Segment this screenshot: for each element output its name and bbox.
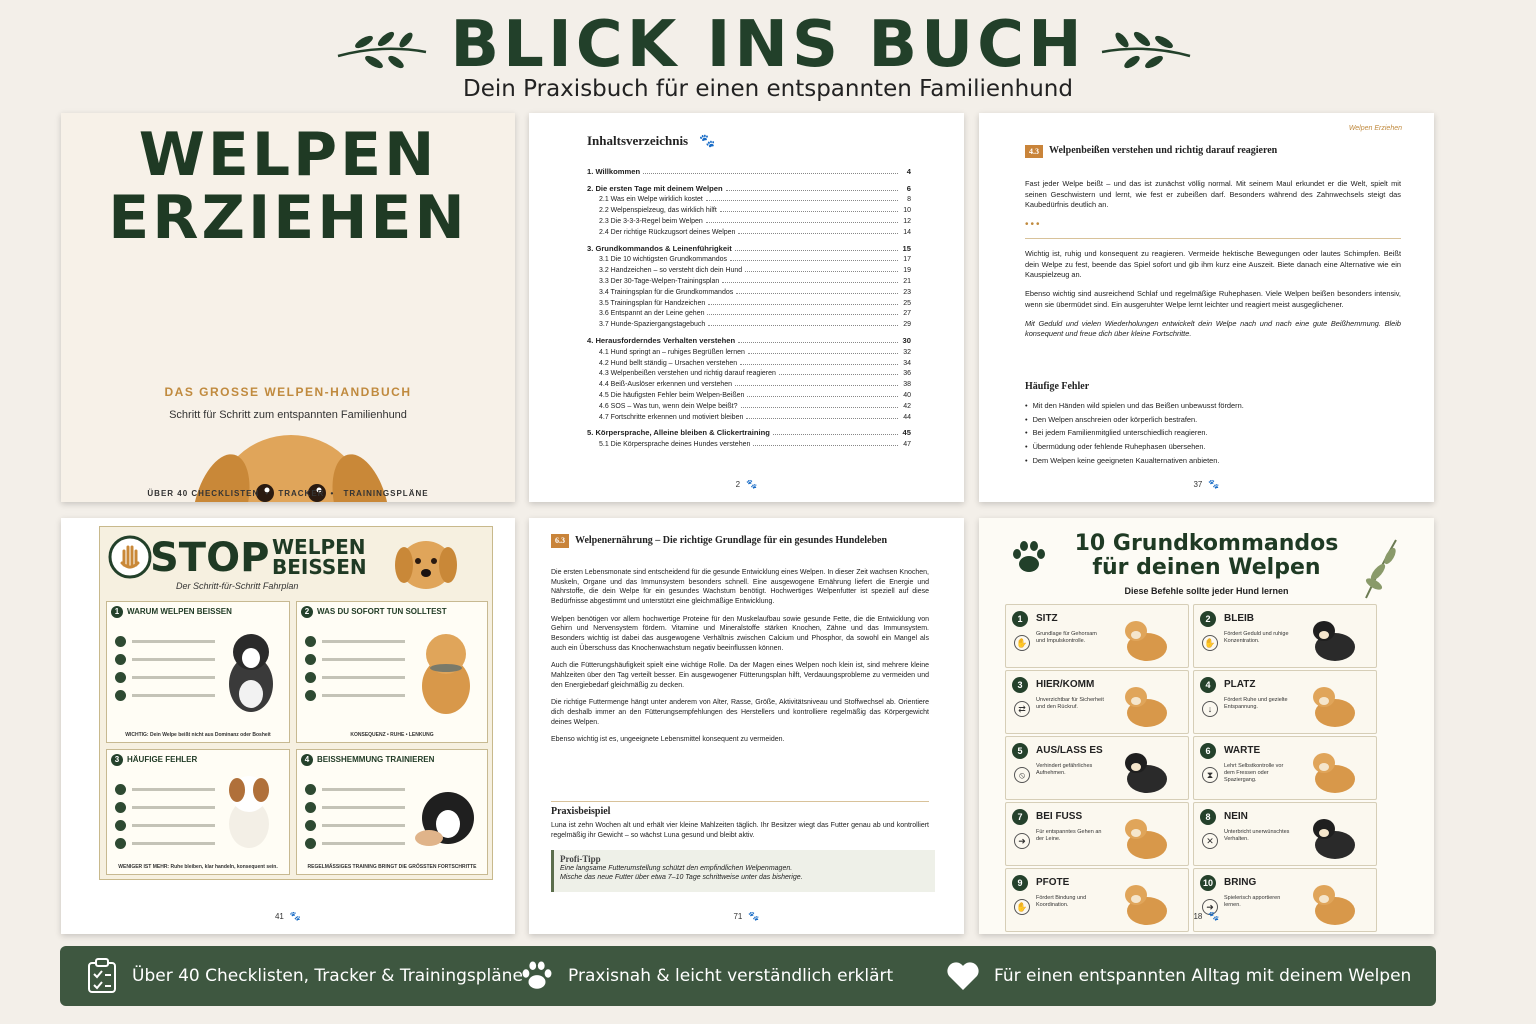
toc-entry-page: 4: [906, 166, 911, 176]
toc-entry-title: 4.7 Fortschritte erkennen und motiviert bleiben: [599, 413, 744, 421]
puppy-image: [219, 624, 283, 714]
commands-subtitle: Diese Befehle sollte jeder Hund lernen: [1124, 586, 1289, 596]
command-desc: Grundlage für Gehorsam und Impulskontrolle.: [1036, 631, 1097, 644]
command-label: NEIN: [1224, 811, 1248, 822]
toc-entry-title: 4. Herausforderndes Verhalten verstehen: [587, 335, 736, 345]
puppy-image: [1112, 677, 1182, 729]
toc-entry-page: 10: [903, 207, 911, 215]
command-icon: ✋: [1014, 899, 1030, 915]
toc-entry: [587, 253, 911, 264]
puppy-image: [1112, 743, 1182, 795]
command-desc: Lehrt Selbstkontrolle vor dem Fressen oder Spaziergang.: [1224, 763, 1284, 783]
toc-entry: [587, 193, 911, 204]
toc-entry-page: 8: [907, 196, 911, 204]
divider-rule: [1025, 238, 1401, 239]
toc-entry: [587, 214, 911, 225]
section-heading: [1025, 145, 1405, 158]
puppy-image: [1112, 809, 1182, 861]
toc-entry: [587, 203, 911, 214]
page-subtitle: Dein Praxisbuch für einen entspannten Familienhund: [463, 76, 1073, 102]
paw-icon: 🐾: [1208, 911, 1220, 921]
command-card: [1005, 868, 1189, 932]
feature-checklists: [86, 946, 523, 1006]
toc-entry: [587, 225, 911, 236]
cover-subtitle: Schritt für Schritt zum entspannten Familienhund: [169, 409, 407, 421]
card-number: 3: [111, 754, 123, 766]
command-card: [1193, 736, 1377, 800]
command-icon: ➜: [1014, 833, 1030, 849]
command-card: [1193, 868, 1377, 932]
command-card: [1005, 670, 1189, 734]
card-title: WARUM WELPEN BEISSEN: [127, 607, 232, 616]
toc-entry: [587, 274, 911, 285]
toc-entry-page: 44: [903, 413, 911, 421]
stop-hand-icon: [108, 535, 152, 579]
feature-bar: [60, 946, 1436, 1006]
puppy-image: [411, 624, 481, 718]
toc-entry-title: 4.4 Beiß-Auslöser erkennen und verstehen: [599, 381, 733, 389]
toc-entry-page: 38: [903, 381, 911, 389]
toc-entry: [587, 388, 911, 399]
tip-text: Eine langsame Futterumstellung schützt den empfindlichen Welpenmagen.: [560, 865, 793, 872]
command-desc: Für entspanntes Gehen an der Leine.: [1036, 829, 1102, 842]
toc-entry: [587, 356, 911, 367]
list-item: • Mit den Händen wild spielen und das Beißen unbewusst fördern.: [1025, 399, 1405, 413]
heart-icon: [946, 961, 980, 991]
puppy-image: [1300, 743, 1370, 795]
toc-entry-title: 4.2 Hund bellt ständig – Ursachen verstehen: [599, 359, 738, 367]
toc-entry: [587, 182, 911, 193]
toc-entry-title: 4.1 Hund springt an – ruhiges Begrüßen lernen: [599, 348, 745, 356]
cover-title-line1: WELPEN: [138, 120, 438, 190]
command-card: [1005, 736, 1189, 800]
command-label: AUS/LASS ES: [1036, 745, 1103, 756]
toc-entry: [587, 242, 911, 253]
toc-entry-page: 19: [903, 267, 911, 275]
toc-entry-page: 36: [903, 370, 911, 378]
bullet-list: [1025, 399, 1405, 467]
cover-feature: TRAININGSPLÄNE: [343, 489, 429, 498]
paragraph: Ebenso wichtig sind ausreichend Schlaf und regelmäßige Ruhephasen. Viele Welpen beißen besonders intensiv, wenn sie übermüdet sind. Ein ausgeruhter Welpe lernt leichter und reagiert meist ausgeglichener.: [1025, 289, 1401, 309]
checklist-icon: [86, 958, 118, 994]
paragraph: Welpen benötigen vor allem hochwertige Proteine für den Muskelaufbau sowie gesunde Fette, die die Entwicklung von Gehirn und Nervensystem fördern. Vitamine und Mineralstoffe stärken Knochen, Zähne und das Immunsystem. Besonders wichtig ist dabei das ausgewogene Verhältnis zwischen Calcium und Phosphor, da sowohl ein Mangel als auch ein Überschuss das Knochenwachstum negativ beeinflussen können.: [551, 615, 929, 652]
toc-entry: [587, 345, 911, 356]
command-desc: Unverzichtbar für Sicherheit und den Rückruf.: [1036, 697, 1104, 710]
cover-tagline: DAS GROSSE WELPEN-HANDBUCH: [164, 385, 412, 399]
puppy-image: [219, 768, 279, 852]
paragraph: Auch die Fütterungshäufigkeit spielt eine wichtige Rolle. Da der Magen eines Welpen noch klein ist, sind mehrere kleine Mahlzeiten über den Tag verteilt besser. Ein ausgewogener Fütterungsplan hilft, Verdauungsprobleme zu vermeiden und den Energiebedarf gleichmäßig zu decken.: [551, 662, 929, 689]
toc-entry-title: 3.6 Entspannt an der Leine gehen: [599, 310, 705, 318]
toc-list: [587, 159, 911, 448]
body-text: [1025, 179, 1401, 219]
command-icon: ✋: [1202, 635, 1218, 651]
paragraph: Die ersten Lebensmonate sind entscheidend für die gesunde Entwicklung eines Welpen. In dieser Zeit wachsen Knochen, Muskeln, Organe und das Immunsystem besonders schnell. Eine ausgewogene Ernährung liefert die Energie und Nährstoffe, die dein Welpe für ein gesundes Wachstum benötigt. Hochwertiges Welpenfutter ist speziell auf diese Bedürfnisse abgestimmt und unterstützt eine gleichmäßige Entwicklung.: [551, 569, 929, 605]
tip-box: [551, 850, 935, 892]
cover-features: ÜBER 40 CHECKLISTEN • TRACKER • TRAININGSPLÄNE: [147, 489, 429, 498]
list-item: • Übermüdung oder fehlende Ruhephasen übersehen.: [1025, 440, 1405, 454]
paragraph: Luna ist zehn Wochen alt und erhält vier kleine Mahlzeiten täglich. Ihr Besitzer wiegt das Futter genau ab und kontrolliert regelmäßig ihr Gewicht – so wächst Luna gesund und bleibt aktiv.: [551, 822, 929, 839]
command-card: [1193, 670, 1377, 734]
toc-entry: [587, 334, 911, 345]
command-card: [1005, 604, 1189, 668]
command-icon: ✋: [1014, 635, 1030, 651]
toc-entry-title: 3.2 Handzeichen – so versteht dich dein Hund: [599, 267, 743, 275]
paragraph: Fast jeder Welpe beißt – und das ist zunächst völlig normal. Mit seinem Maul erkundet er die Welt, spielt mit seinen Geschwistern und lernt, wie fest er zubeißen darf. Besonders während des Zahnwechsels steigt das Kaubedürfnis deutlich an.: [1025, 179, 1401, 210]
toc-title: Inhaltsverzeichnis 🐾: [587, 133, 716, 148]
stop-title: WELPEN BEISSEN: [272, 535, 367, 579]
puppy-image: [1300, 611, 1370, 663]
paw-icon: 🐾: [746, 479, 758, 489]
toc-entry-title: 4.3 Welpenbeißen verstehen und richtig darauf reagieren: [599, 370, 776, 378]
command-number: 4: [1200, 677, 1216, 693]
paw-icon: 🐾: [748, 911, 760, 921]
page-71: [529, 518, 964, 934]
toc-entry: [587, 377, 911, 388]
card-lines: [305, 632, 405, 704]
toc-entry-page: 6: [906, 183, 911, 193]
card-footer: KONSEQUENZ • RUHE • LENKUNG: [350, 732, 434, 738]
branch-right-icon: [1098, 26, 1194, 74]
toc-entry-title: 4.5 Die häufigsten Fehler beim Welpen-Beißen: [599, 391, 745, 399]
page-number: 2 🐾: [735, 479, 758, 489]
command-desc: Verhindert gefährliches Aufnehmen.: [1036, 763, 1093, 776]
toc-entry-title: 3.7 Hunde-Spaziergangstagebuch: [599, 321, 706, 329]
card-number: 1: [111, 606, 123, 618]
tip-text: Mische das neue Futter über etwa 7–10 Tage schrittweise unter das bisherige.: [560, 874, 803, 882]
paw-icon: 🐾: [699, 133, 716, 148]
paw-icon: [520, 959, 554, 993]
toc-entry-page: 14: [903, 228, 911, 236]
puppy-image: [415, 768, 481, 852]
toc-entry-page: 45: [902, 428, 911, 438]
info-card: [296, 601, 488, 743]
command-label: SITZ: [1036, 613, 1058, 624]
cover-title-line2: ERZIEHEN: [108, 183, 468, 253]
toc-entry-title: 4.6 SOS – Was tun, wenn dein Welpe beißt?: [599, 402, 738, 410]
card-number: 4: [301, 754, 313, 766]
card-lines: [115, 632, 215, 704]
divider-dots: •••: [1025, 219, 1042, 230]
toc-entry-title: 1. Willkommen: [587, 166, 641, 176]
command-card: [1193, 802, 1377, 866]
body-text: [1025, 249, 1401, 348]
commands-title: 10 Grundkommandos für deinen Welpen: [1074, 531, 1339, 581]
command-number: 3: [1012, 677, 1028, 693]
stop-biting-infographic: [99, 526, 493, 880]
card-title: WAS DU SOFORT TUN SOLLTEST: [317, 607, 447, 616]
command-desc: Fördert Geduld und ruhige Konzentration.: [1224, 631, 1289, 644]
command-number: 7: [1012, 809, 1028, 825]
toc-entry-page: 23: [903, 288, 911, 296]
command-number: 8: [1200, 809, 1216, 825]
list-item: • Dem Welpen keine geeigneten Kaualternativen anbieten.: [1025, 454, 1405, 468]
toc-entry: [587, 437, 911, 448]
command-number: 6: [1200, 743, 1216, 759]
toc-entry: [587, 427, 911, 438]
body-text: [551, 821, 929, 848]
command-label: PLATZ: [1224, 679, 1256, 690]
list-item: • Den Welpen anschreien oder körperlich bestrafen.: [1025, 413, 1405, 427]
toc-entry-page: 42: [903, 402, 911, 410]
toc-entry-page: 29: [903, 321, 911, 329]
page-18: [979, 518, 1434, 934]
command-card: [1193, 604, 1377, 668]
command-icon: ➜: [1202, 899, 1218, 915]
toc-entry-title: 2.1 Was ein Welpe wirklich kostet: [599, 196, 703, 204]
command-card: [1005, 802, 1189, 866]
cover-feature: ÜBER 40 CHECKLISTEN: [147, 489, 260, 498]
page-title: BLICK INS BUCH: [450, 8, 1086, 82]
toc-entry: [587, 399, 911, 410]
card-lines: [305, 780, 405, 852]
section-title: Welpenernährung – Die richtige Grundlage für ein gesundes Hundeleben: [575, 535, 888, 546]
running-head: Welpen Erziehen: [1348, 125, 1402, 132]
subheading: Praxisbeispiel: [551, 806, 611, 817]
card-lines: [115, 780, 215, 852]
command-icon: ✕: [1202, 833, 1218, 849]
toc-entry: [587, 165, 911, 176]
command-number: 1: [1012, 611, 1028, 627]
command-desc: Spielerisch apportieren lernen.: [1224, 895, 1281, 908]
toc-entry-page: 17: [903, 256, 911, 264]
command-number: 9: [1012, 875, 1028, 891]
puppy-image: [1112, 611, 1182, 663]
command-number: 2: [1200, 611, 1216, 627]
toc-entry-title: 3. Grundkommandos & Leinenführigkeit: [587, 243, 732, 253]
page-41: [61, 518, 515, 934]
cover-title: [61, 120, 515, 253]
command-label: BRING: [1224, 877, 1257, 888]
command-icon: ⧗: [1202, 767, 1218, 783]
paragraph: Ebenso wichtig ist es, ungeeignete Lebensmittel konsequent zu vermeiden.: [551, 736, 785, 744]
book-cover: [61, 113, 515, 502]
paragraph: Wichtig ist, ruhig und konsequent zu reagieren. Vermeide hektische Bewegungen oder lautes Schimpfen. Beißt dein Welpe zu fest, beende das Spiel sofort und gib ihm kurz eine Auszeit. Biete danach eine Alternative wie ein Kauspielzeug an.: [1025, 249, 1401, 280]
toc-entry-title: 3.4 Trainingsplan für die Grundkommandos: [599, 288, 734, 296]
toc-entry-title: 5. Körpersprache, Alleine bleiben & Clickertraining: [587, 428, 770, 438]
toc-entry-page: 12: [903, 217, 911, 225]
feature-label: Praxisnah & leicht verständlich erklärt: [568, 966, 894, 986]
info-card: [296, 749, 488, 875]
command-label: BEI FUSS: [1036, 811, 1083, 822]
command-desc: Fördert Bindung und Koordination.: [1036, 895, 1087, 908]
command-desc: Fördert Ruhe und gezielte Entspannung.: [1224, 697, 1288, 710]
toc-entry: [587, 410, 911, 421]
feature-label: Über 40 Checklisten, Tracker & Trainingspläne: [132, 966, 523, 986]
section-title: Welpenbeißen verstehen und richtig darauf reagieren: [1049, 145, 1278, 156]
puppy-image: [1300, 809, 1370, 861]
command-number: 10: [1200, 875, 1216, 891]
card-footer: WENIGER IST MEHR: Ruhe bleiben, klar handeln, konsequent sein.: [118, 864, 278, 870]
subheading: Häufige Fehler: [1025, 381, 1090, 392]
toc-entry-page: 32: [903, 348, 911, 356]
toc-entry-page: 15: [902, 243, 911, 253]
header: [0, 0, 1536, 112]
card-footer: WICHTIG: Dein Welpe beißt nicht aus Dominanz oder Bosheit: [125, 732, 271, 738]
feature-relaxed: [946, 946, 1411, 1006]
page-number: 18 🐾: [1193, 911, 1220, 921]
toc-entry-title: 3.5 Trainingsplan für Handzeichen: [599, 299, 706, 307]
toc-entry-title: 2.2 Welpenspielzeug, das wirklich hilft: [599, 207, 717, 215]
command-desc: Unterbricht unerwünschtes Verhalten.: [1224, 829, 1290, 842]
page-37: [979, 113, 1434, 502]
toc-entry: [587, 367, 911, 378]
card-title: BEISSHEMMUNG TRAINIEREN: [317, 755, 435, 764]
toc-entry-title: 2. Die ersten Tage mit deinem Welpen: [587, 183, 723, 193]
feature-practical: [520, 946, 893, 1006]
toc-entry-page: 25: [903, 299, 911, 307]
puppy-image: [386, 533, 466, 593]
puppy-image: [1300, 677, 1370, 729]
command-icon: ↓: [1202, 701, 1218, 717]
command-label: BLEIB: [1224, 613, 1254, 624]
paw-icon: 🐾: [1208, 479, 1220, 489]
info-card: [106, 601, 290, 743]
divider-rule: [551, 801, 929, 802]
paw-icon: 🐾: [289, 911, 302, 921]
toc-entry-title: 2.4 Der richtige Rückzugsort deines Welpen: [599, 228, 736, 236]
info-card: [106, 749, 290, 875]
toc-entry-page: 27: [903, 310, 911, 318]
toc-entry-page: 40: [903, 391, 911, 399]
body-text: [551, 568, 929, 753]
command-label: PFOTE: [1036, 877, 1070, 888]
tip-heading: Profi-Tipp: [560, 854, 601, 864]
toc-entry-title: 3.1 Die 10 wichtigsten Grundkommandos: [599, 256, 728, 264]
toc-entry-title: 2.3 Die 3-3-3-Regel beim Welpen: [599, 217, 703, 225]
card-number: 2: [301, 606, 313, 618]
card-title: HÄUFIGE FEHLER: [127, 755, 198, 764]
toc-page: [529, 113, 964, 502]
paragraph: Die richtige Futtermenge hängt unter anderem von Alter, Rasse, Größe, Aktivitätsniveau und Stoffwechsel ab. Orientiere dich deshalb immer an den Fütterungsempfehlungen des Herstellers und kontrolliere regelmäßig das Körpergewicht deines Welpen.: [551, 699, 929, 726]
section-heading: [551, 534, 911, 548]
command-label: HIER/KOMM: [1036, 679, 1095, 690]
toc-entry: [587, 307, 911, 318]
toc-entry: [587, 263, 911, 274]
toc-entry: [587, 317, 911, 328]
toc-entry-page: 34: [903, 359, 911, 367]
toc-entry-title: 3.3 Der 30-Tage-Welpen-Trainingsplan: [599, 277, 720, 285]
command-label: WARTE: [1224, 745, 1261, 756]
page-number: 37 🐾: [1193, 479, 1220, 489]
toc-entry: [587, 285, 911, 296]
section-number: 4.3: [1025, 145, 1043, 158]
section-number: 6.3: [551, 534, 569, 548]
toc-entry-title: 5.1 Die Körpersprache deines Hundes verstehen: [599, 441, 751, 449]
toc-entry-page: 30: [902, 335, 911, 345]
cover-feature: TRACKER: [278, 489, 325, 498]
paragraph: Mit Geduld und vielen Wiederholungen entwickelt dein Welpe nach und nach eine gute Beißhemmung. Bleib konsequent und freue dich über kleine Fortschritte.: [1025, 318, 1401, 339]
page-number: 41 🐾: [274, 911, 302, 921]
command-icon: ⇄: [1014, 701, 1030, 717]
stop-subtitle: Der Schritt-für-Schritt Fahrplan: [176, 581, 299, 591]
card-footer: REGELMÄSSIGES TRAINING BRINGT DIE GRÖSSTEN FORTSCHRITTE: [307, 864, 477, 870]
command-icon: ⦸: [1014, 767, 1030, 783]
command-number: 5: [1012, 743, 1028, 759]
stop-word: STOP: [150, 535, 270, 581]
feature-label: Für einen entspannten Alltag mit deinem Welpen: [994, 966, 1412, 986]
page-number: 71 🐾: [733, 911, 760, 921]
toc-entry: [587, 296, 911, 307]
toc-entry-page: 21: [903, 277, 911, 285]
toc-entry-page: 47: [903, 441, 911, 449]
list-item: • Bei jedem Familienmitglied unterschiedlich reagieren.: [1025, 426, 1405, 440]
